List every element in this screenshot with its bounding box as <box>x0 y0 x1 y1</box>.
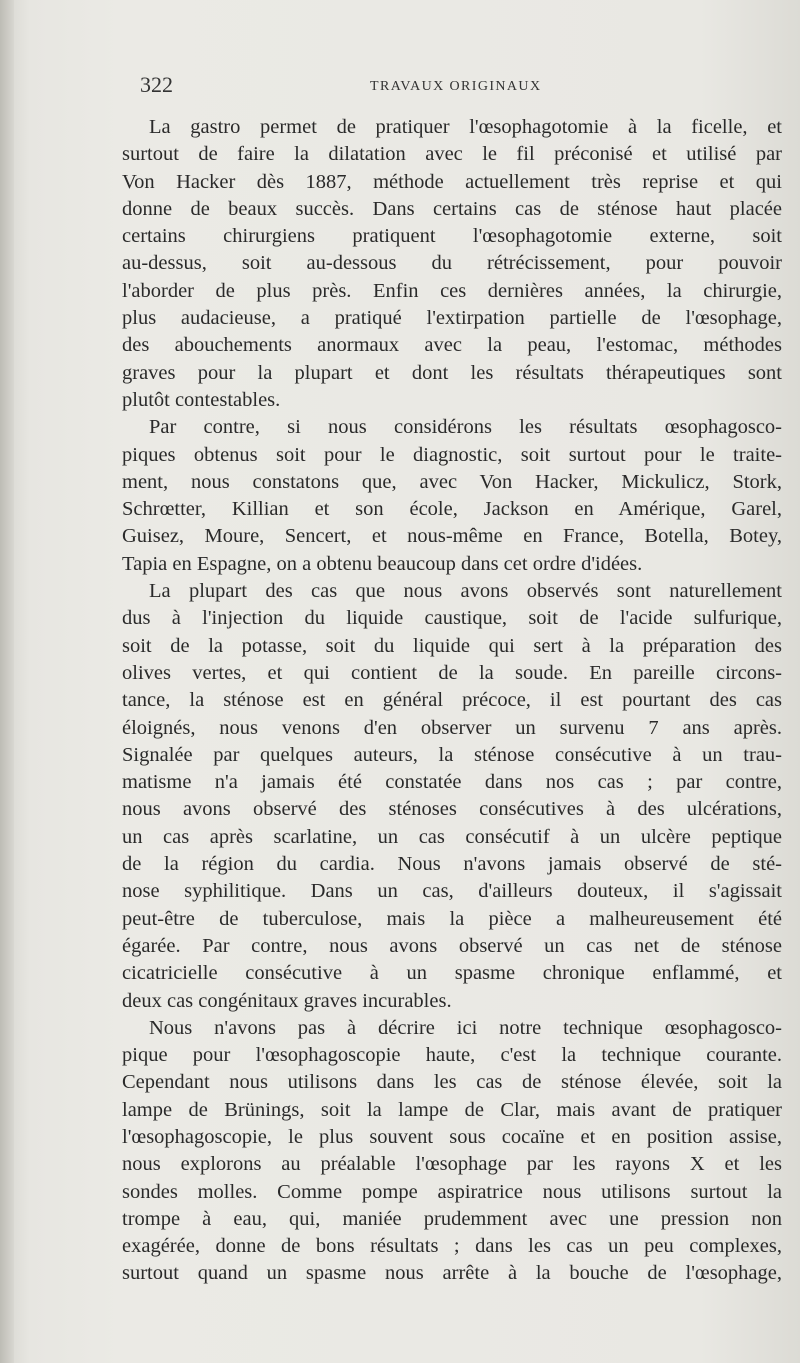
text-line: surtout de faire la dilatation avec le fil préconisé et utilisé par <box>122 143 782 166</box>
text-line: Cependant nous utilisons dans les cas de sténose élevée, soit la <box>122 1071 782 1094</box>
text-line: lampe de Brünings, soit la lampe de Clar, mais avant de pratiquer <box>122 1098 782 1121</box>
text-line: nose syphilitique. Dans un cas, d'ailleurs douteux, il s'agissait <box>122 880 782 903</box>
text-line: tance, la sténose est en général précoce, il est pourtant des cas <box>122 689 782 712</box>
text-line: La plupart des cas que nous avons observés sont naturellement <box>149 580 782 603</box>
text-line: Schrœtter, Killian et son école, Jackson en Amérique, Garel, <box>122 498 782 521</box>
text-line: Par contre, si nous considérons les résultats œsophagosco- <box>149 416 782 439</box>
text-line: graves pour la plupart et dont les résultats thérapeutiques sont <box>122 361 782 384</box>
text-line: l'aborder de plus près. Enfin ces dernières années, la chirurgie, <box>122 279 782 302</box>
body-text <box>122 114 782 1288</box>
text-line: cicatricielle consécutive à un spasme chronique enflammé, et <box>122 962 782 985</box>
running-title: TRAVAUX ORIGINAUX <box>370 79 542 94</box>
text-line: nous avons observé des sténoses consécutives à des ulcérations, <box>122 798 782 821</box>
text-line: olives vertes, et qui contient de la soude. En pareille circons- <box>122 661 782 684</box>
text-line: de la région du cardia. Nous n'avons jamais observé de sté- <box>122 853 782 876</box>
text-line: pique pour l'œsophagoscopie haute, c'est la technique courante. <box>122 1044 782 1067</box>
text-line: peut-être de tuberculose, mais la pièce a malheureusement été <box>122 907 782 930</box>
text-line: nous explorons au préalable l'œsophage par les rayons X et les <box>122 1153 782 1176</box>
text-line: matisme n'a jamais été constatée dans nos cas ; par contre, <box>122 771 782 794</box>
text-line: Guisez, Moure, Sencert, et nous-même en France, Botella, Botey, <box>122 525 782 548</box>
text-line: Von Hacker dès 1887, méthode actuellement très reprise et qui <box>122 170 782 193</box>
text-line: sondes molles. Comme pompe aspiratrice nous utilisons surtout la <box>122 1180 782 1203</box>
text-line: deux cas congénitaux graves incurables. <box>122 989 452 1012</box>
text-line: soit de la potasse, soit du liquide qui sert à la préparation des <box>122 634 782 657</box>
text-line: Signalée par quelques auteurs, la sténose consécutive à un trau- <box>122 743 782 766</box>
text-line: éloignés, nous venons d'en observer un survenu 7 ans après. <box>122 716 782 739</box>
text-line: exagérée, donne de bons résultats ; dans les cas un peu complexes, <box>122 1235 782 1258</box>
text-line: certains chirurgiens pratiquent l'œsophagotomie externe, soit <box>122 225 782 248</box>
text-line: dus à l'injection du liquide caustique, soit de l'acide sulfurique, <box>122 607 782 630</box>
text-line: Tapia en Espagne, on a obtenu beaucoup dans cet ordre d'idées. <box>122 552 643 575</box>
text-line: des abouchements anormaux avec la peau, l'estomac, méthodes <box>122 334 782 357</box>
page-edge-shadow <box>0 0 14 1363</box>
text-line: ment, nous constatons que, avec Von Hacker, Mickulicz, Stork, <box>122 470 782 493</box>
text-line: l'œsophagoscopie, le plus souvent sous cocaïne et en position assise, <box>122 1125 782 1148</box>
text-line: piques obtenus soit pour le diagnostic, soit surtout pour le traite- <box>122 443 782 466</box>
text-line: plutôt contestables. <box>122 388 281 411</box>
text-line: donne de beaux succès. Dans certains cas de sténose haut placée <box>122 197 782 220</box>
text-line: La gastro permet de pratiquer l'œsophagotomie à la ficelle, et <box>149 116 782 138</box>
page-header <box>140 72 780 102</box>
text-line: au-dessus, soit au-dessous du rétrécissement, pour pouvoir <box>122 252 782 275</box>
text-line: plus audacieuse, a pratiqué l'extirpation partielle de l'œsophage, <box>122 307 782 330</box>
page-number: 322 <box>140 72 173 97</box>
text-line: Nous n'avons pas à décrire ici notre technique œsophagosco- <box>149 1016 782 1039</box>
text-line: un cas après scarlatine, un cas consécutif à un ulcère peptique <box>122 825 782 848</box>
text-line: égarée. Par contre, nous avons observé un cas net de sténose <box>122 934 782 957</box>
text-line: trompe à eau, qui, maniée prudemment avec une pression non <box>122 1207 782 1230</box>
text-line: surtout quand un spasme nous arrête à la bouche de l'œsophage, <box>122 1262 782 1285</box>
